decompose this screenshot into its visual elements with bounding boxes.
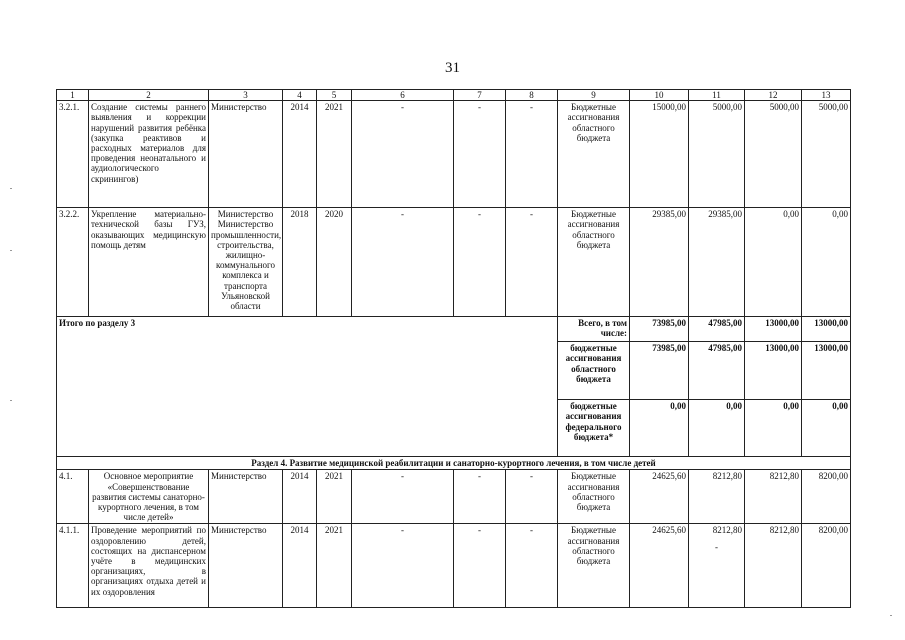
executor: Министерство Министерство промышленности, строительства, жилищно-коммунального комплекса и транспорта Ульяновской области bbox=[209, 208, 283, 317]
end-year: 2021 bbox=[317, 101, 352, 208]
header-cell: 10 bbox=[630, 90, 689, 101]
end-year: 2020 bbox=[317, 208, 352, 317]
start-year: 2014 bbox=[283, 470, 317, 524]
measure-name: Проведение мероприятий по оздоровлению детей, состоящих на диспансерном учёте в медицинских организациях, в организациях отдыха детей и их оздоровления bbox=[89, 524, 209, 608]
amount-total: 15000,00 bbox=[630, 101, 689, 208]
header-cell: 12 bbox=[745, 90, 802, 101]
header-cell: 1 bbox=[57, 90, 89, 101]
total-value: 0,00 bbox=[630, 400, 689, 457]
total-sublabel: бюджетные ассигнования областного бюджета bbox=[558, 342, 630, 400]
funding-source: Бюджетные ассигнования областного бюджета bbox=[558, 208, 630, 317]
header-cell: 3 bbox=[209, 90, 283, 101]
indicator-col8: - bbox=[506, 470, 558, 524]
row-number: 3.2.1. bbox=[57, 101, 89, 208]
header-cell: 9 bbox=[558, 90, 630, 101]
total-value: 47985,00 bbox=[689, 342, 745, 400]
amount-col11: 29385,00 bbox=[689, 208, 745, 317]
indicator-col8: - bbox=[506, 524, 558, 608]
total-value: 0,00 bbox=[802, 400, 851, 457]
funding-source: Бюджетные ассигнования областного бюджета bbox=[558, 524, 630, 608]
header-cell: 6 bbox=[352, 90, 454, 101]
amount-col12: 0,00 bbox=[745, 208, 802, 317]
indicator-col7: - bbox=[454, 470, 506, 524]
executor: Министерство bbox=[209, 470, 283, 524]
measure-name: Создание системы раннего выявления и коррекции нарушений развития ребёнка (закупка реактивов и расходных материалов для проведения неонатального и аудиологического скринингов) bbox=[89, 101, 209, 208]
amount-total: 24625,60 bbox=[630, 524, 689, 608]
amount-total: 29385,00 bbox=[630, 208, 689, 317]
total-value: 13000,00 bbox=[802, 342, 851, 400]
amount-col13: 5000,00 bbox=[802, 101, 851, 208]
funding-source: Бюджетные ассигнования областного бюджета bbox=[558, 470, 630, 524]
funding-source: Бюджетные ассигнования областного бюджета bbox=[558, 101, 630, 208]
target-indicator: - bbox=[352, 524, 454, 608]
program-table bbox=[56, 89, 851, 608]
table-row bbox=[57, 101, 851, 208]
stray-mark: - bbox=[715, 541, 718, 552]
section-total-label: Итого по разделу 3 bbox=[57, 317, 558, 457]
amount-col12: 8212,80 bbox=[745, 524, 802, 608]
total-value: 13000,00 bbox=[745, 342, 802, 400]
section-4-title: Раздел 4. Развитие медицинской реабилитации и санаторно-курортного лечения, в том числе детей bbox=[57, 457, 851, 470]
executor: Министерство bbox=[209, 101, 283, 208]
total-value: 73985,00 bbox=[630, 317, 689, 342]
amount-col12: 8212,80 bbox=[745, 470, 802, 524]
amount-col13: 8200,00 bbox=[802, 524, 851, 608]
amount-col11: 8212,80 bbox=[712, 525, 742, 536]
header-cell: 7 bbox=[454, 90, 506, 101]
header-cell: 11 bbox=[689, 90, 745, 101]
target-indicator: - bbox=[352, 208, 454, 317]
target-indicator: - bbox=[352, 470, 454, 524]
scan-artifact bbox=[10, 188, 12, 189]
total-value: 73985,00 bbox=[630, 342, 689, 400]
amount-total: 24625,60 bbox=[630, 470, 689, 524]
total-value: 13000,00 bbox=[802, 317, 851, 342]
start-year: 2014 bbox=[283, 101, 317, 208]
measure-name: Основное мероприятие «Совершенствование развития системы санаторно-курортного лечения, в том числе детей» bbox=[89, 470, 209, 524]
row-number: 4.1.1. bbox=[57, 524, 89, 608]
header-cell: 8 bbox=[506, 90, 558, 101]
amount-col11: 8212,80 bbox=[689, 470, 745, 524]
header-cell: 4 bbox=[283, 90, 317, 101]
total-sublabel: Всего, в том числе: bbox=[558, 317, 630, 342]
row-number: 4.1. bbox=[57, 470, 89, 524]
total-sublabel: бюджетные ассигнования федерального бюджета* bbox=[558, 400, 630, 457]
table-row bbox=[57, 524, 851, 608]
amount-col13: 8200,00 bbox=[802, 470, 851, 524]
amount-col13: 0,00 bbox=[802, 208, 851, 317]
executor: Министерство bbox=[209, 524, 283, 608]
indicator-col7: - bbox=[454, 208, 506, 317]
header-cell: 5 bbox=[317, 90, 352, 101]
row-number: 3.2.2. bbox=[57, 208, 89, 317]
indicator-col8: - bbox=[506, 101, 558, 208]
indicator-col8: - bbox=[506, 208, 558, 317]
measure-name: Укрепление материально-технической базы ГУЗ, оказывающих медицинскую помощь детям bbox=[89, 208, 209, 317]
total-row bbox=[57, 317, 851, 342]
amount-col12: 5000,00 bbox=[745, 101, 802, 208]
start-year: 2018 bbox=[283, 208, 317, 317]
scan-artifact bbox=[10, 250, 12, 251]
indicator-col7: - bbox=[454, 101, 506, 208]
header-cell: 13 bbox=[802, 90, 851, 101]
table-row bbox=[57, 208, 851, 317]
scan-artifact bbox=[890, 615, 892, 616]
total-value: 47985,00 bbox=[689, 317, 745, 342]
table-row bbox=[57, 470, 851, 524]
total-value: 0,00 bbox=[745, 400, 802, 457]
indicator-col7: - bbox=[454, 524, 506, 608]
amount-col11: 5000,00 bbox=[689, 101, 745, 208]
section-heading-row bbox=[57, 457, 851, 470]
end-year: 2021 bbox=[317, 524, 352, 608]
total-value: 13000,00 bbox=[745, 317, 802, 342]
end-year: 2021 bbox=[317, 470, 352, 524]
total-value: 0,00 bbox=[689, 400, 745, 457]
header-cell: 2 bbox=[89, 90, 209, 101]
start-year: 2014 bbox=[283, 524, 317, 608]
scan-artifact bbox=[10, 400, 12, 401]
amount-col11-cell bbox=[689, 524, 745, 608]
page-number: 31 bbox=[445, 60, 460, 76]
target-indicator: - bbox=[352, 101, 454, 208]
column-number-row bbox=[57, 90, 851, 101]
